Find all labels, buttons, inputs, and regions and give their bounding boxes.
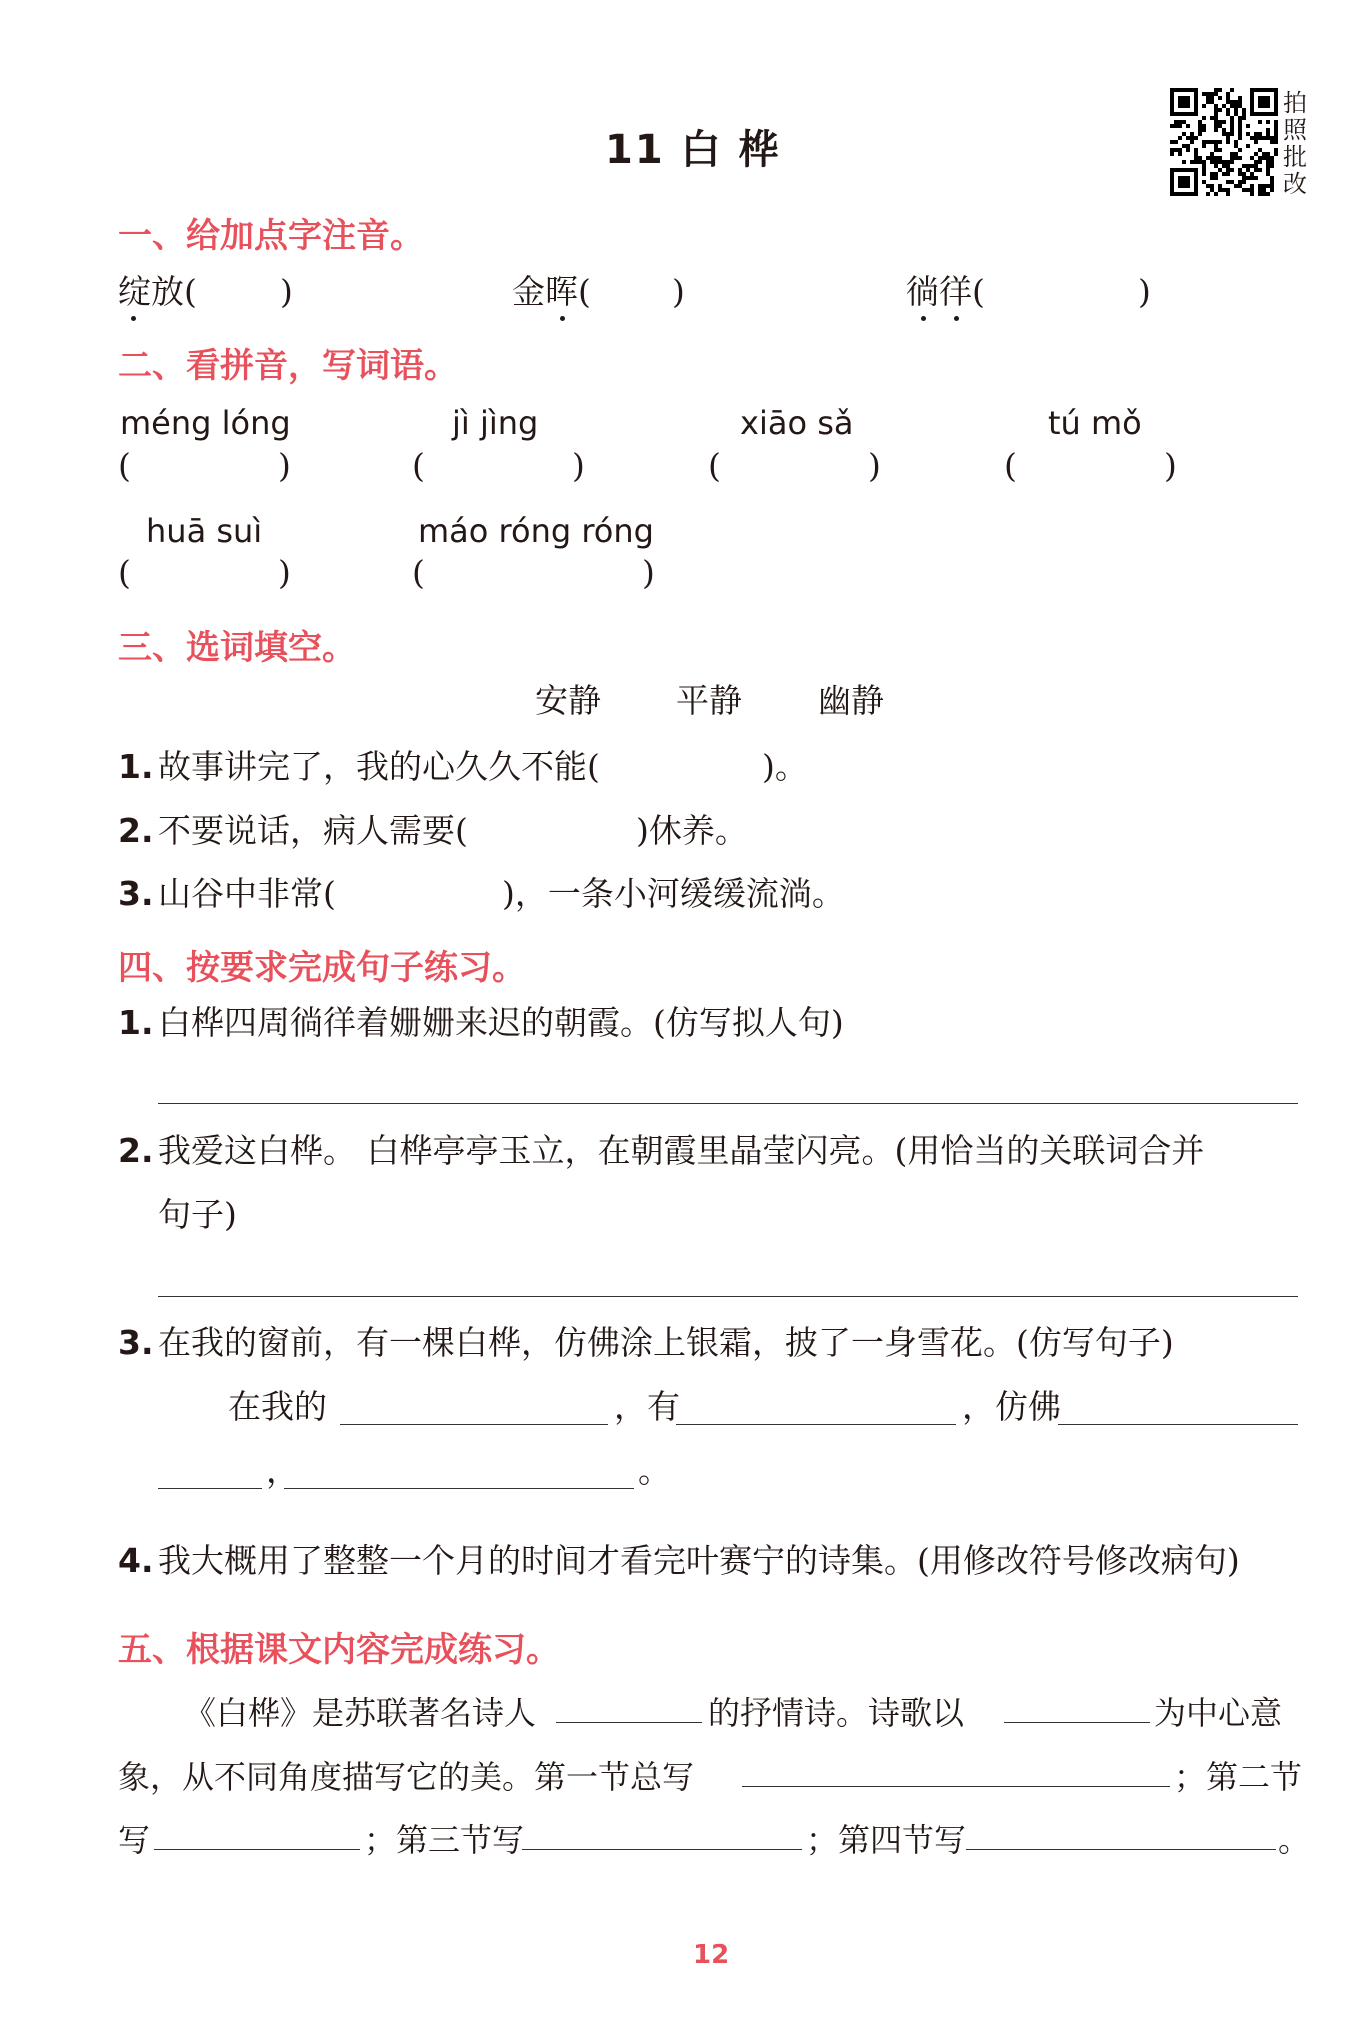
fill-line[interactable]	[158, 1488, 262, 1489]
fill-line[interactable]	[1004, 1722, 1150, 1723]
question-text: 山谷中非常(	[158, 874, 336, 913]
word-item: 绽放(	[118, 272, 197, 311]
fill-prefix: 在我的	[228, 1387, 327, 1426]
word-choice: 平静	[676, 681, 742, 720]
paragraph-text: ；第三节写	[364, 1821, 525, 1859]
fill-line[interactable]	[522, 1849, 802, 1850]
fill-line[interactable]	[340, 1424, 608, 1425]
question-number: 4.	[118, 1541, 154, 1580]
paragraph-text: 象，从不同角度描写它的美。第一节总写	[118, 1758, 695, 1796]
answer-line[interactable]	[158, 1296, 1298, 1297]
fill-line[interactable]	[1058, 1424, 1298, 1425]
question-text-end: )，一条小河缓缓流淌。	[502, 874, 845, 913]
section-5-title: 五、根据课文内容完成练习。	[118, 1630, 560, 1670]
paragraph-text: 《白桦》是苏联著名诗人	[184, 1694, 537, 1732]
qr-code-icon[interactable]	[1170, 88, 1278, 196]
pinyin: xiāo sǎ	[740, 404, 854, 442]
pinyin: huā suì	[146, 512, 263, 550]
close-paren: )	[672, 272, 685, 311]
paragraph-text: 写	[118, 1821, 151, 1859]
close-paren: )	[572, 446, 585, 485]
pinyin: tú mǒ	[1048, 404, 1142, 442]
fill-line[interactable]	[154, 1849, 360, 1850]
paragraph-text: 。	[1278, 1821, 1311, 1859]
open-paren: (	[118, 553, 131, 592]
fill-line[interactable]	[556, 1722, 702, 1723]
question-text: 我爱这白桦。 白桦亭亭玉立，在朝霞里晶莹闪亮。(用恰当的关联词合并	[158, 1131, 1205, 1170]
question-text-end: )休养。	[636, 811, 748, 850]
fill-text: ，	[266, 1451, 299, 1490]
open-paren: (	[412, 446, 425, 485]
section-4-title: 四、按要求完成句子练习。	[118, 948, 526, 988]
question-text: 不要说话，病人需要(	[158, 811, 468, 850]
word-choice: 幽静	[818, 681, 884, 720]
close-paren: )	[280, 272, 293, 311]
emphasis-dot	[560, 316, 565, 321]
close-paren: )	[1138, 272, 1151, 311]
paragraph-text: ；第二节	[1174, 1758, 1303, 1796]
question-text: 故事讲完了，我的心久久不能(	[158, 747, 600, 786]
fill-line[interactable]	[966, 1849, 1276, 1850]
word-choice: 安静	[535, 681, 601, 720]
fill-text: 。	[638, 1451, 671, 1490]
answer-line[interactable]	[158, 1103, 1298, 1104]
page-title: 11 白 桦	[605, 127, 781, 173]
fill-text: ，有	[614, 1387, 680, 1426]
paragraph-text: 为中心意	[1154, 1694, 1283, 1732]
question-text-end: )。	[762, 747, 808, 786]
fill-line[interactable]	[284, 1488, 634, 1489]
open-paren: (	[412, 553, 425, 592]
question-text: 在我的窗前，有一棵白桦，仿佛涂上银霜，披了一身雪花。(仿写句子)	[158, 1323, 1174, 1362]
emphasis-dot	[921, 316, 926, 321]
word-item: 金晖(	[512, 272, 591, 311]
question-number: 3.	[118, 1323, 154, 1362]
pinyin: jì jìng	[452, 404, 539, 442]
question-number: 2.	[118, 1131, 154, 1170]
close-paren: )	[278, 446, 291, 485]
question-text-cont: 句子)	[158, 1195, 237, 1234]
open-paren: (	[1004, 446, 1017, 485]
page-number: 12	[693, 1940, 730, 1970]
emphasis-dot	[131, 316, 136, 321]
question-number: 1.	[118, 1003, 154, 1042]
section-1-title: 一、给加点字注音。	[118, 216, 424, 256]
open-paren: (	[708, 446, 721, 485]
fill-line[interactable]	[742, 1786, 1170, 1787]
fill-text: ，仿佛	[962, 1387, 1061, 1426]
close-paren: )	[278, 553, 291, 592]
open-paren: (	[118, 446, 131, 485]
paragraph-text: 的抒情诗。诗歌以	[708, 1694, 965, 1732]
pinyin: méng lóng	[120, 404, 291, 442]
close-paren: )	[642, 553, 655, 592]
section-3-title: 三、选词填空。	[118, 628, 356, 668]
pinyin: máo róng róng	[418, 512, 654, 550]
question-text: 白桦四周徜徉着姗姗来迟的朝霞。(仿写拟人句)	[158, 1003, 844, 1042]
question-number: 3.	[118, 874, 154, 913]
word-item: 徜徉(	[906, 272, 985, 311]
paragraph-text: ；第四节写	[806, 1821, 967, 1859]
question-text: 我大概用了整整一个月的时间才看完叶赛宁的诗集。(用修改符号修改病句)	[158, 1541, 1240, 1580]
emphasis-dot	[954, 316, 959, 321]
section-2-title: 二、看拼音，写词语。	[118, 346, 458, 386]
close-paren: )	[868, 446, 881, 485]
question-number: 2.	[118, 811, 154, 850]
close-paren: )	[1164, 446, 1177, 485]
fill-line[interactable]	[676, 1424, 956, 1425]
question-number: 1.	[118, 747, 154, 786]
qr-label: 拍照批改	[1283, 89, 1307, 198]
